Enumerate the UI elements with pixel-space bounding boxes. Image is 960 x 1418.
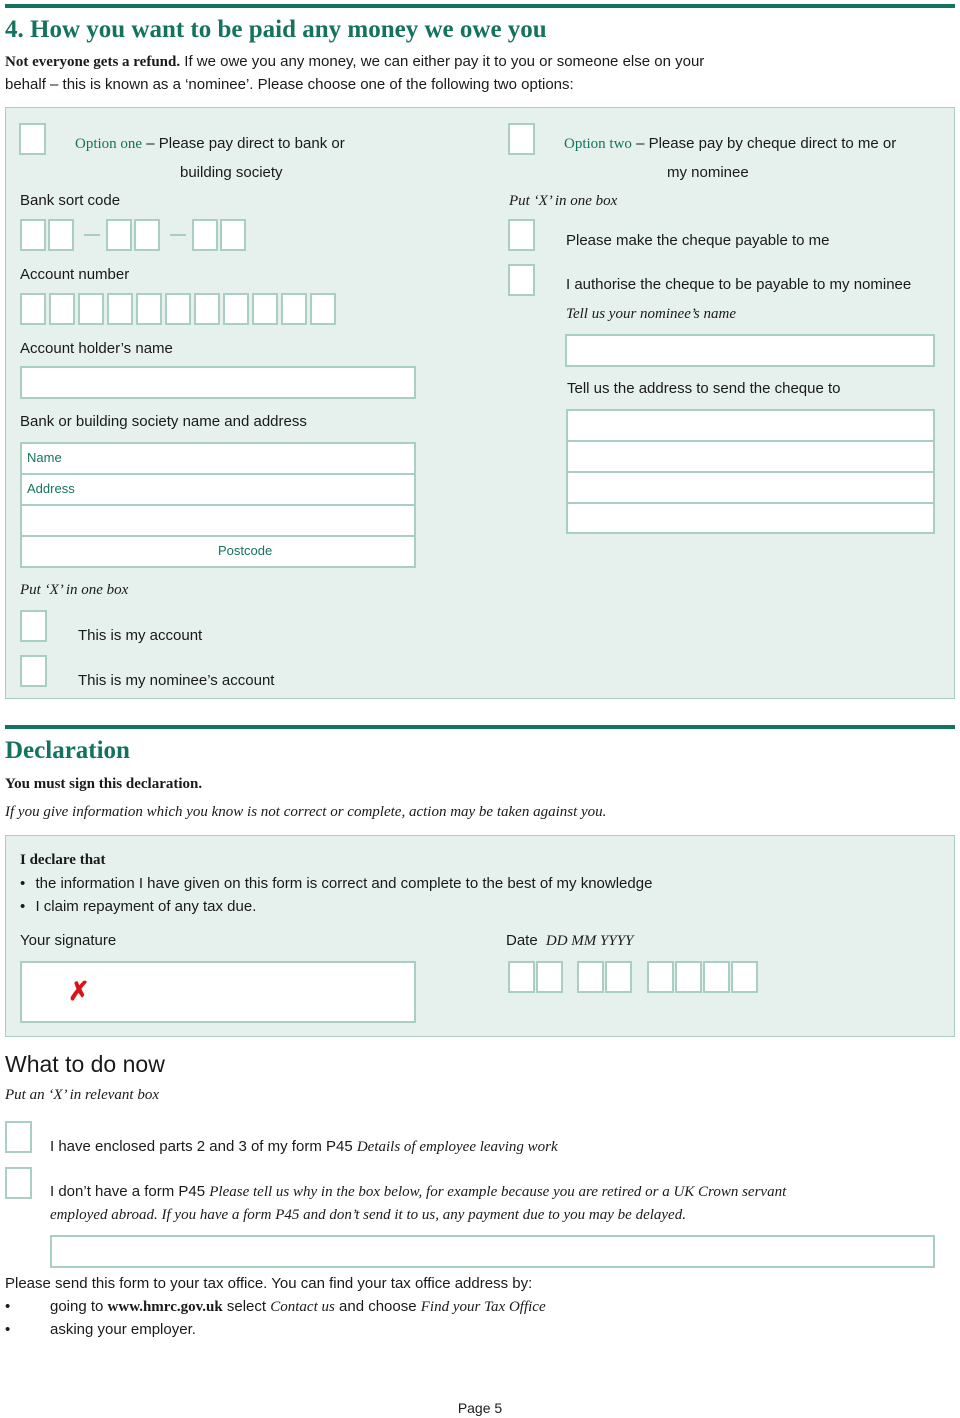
bank-name-address-label: Bank or building society name and address (20, 413, 307, 430)
date-year-digit[interactable] (647, 961, 674, 993)
sort-code-digit-1[interactable] (20, 219, 46, 251)
warning-text: If you give information which you know is not correct or complete, action may be taken against you. (5, 804, 607, 820)
hmrc-link[interactable]: www.hmrc.gov.uk (107, 1299, 223, 1315)
option-one-checkbox[interactable] (19, 123, 46, 155)
account-number-digit[interactable] (107, 293, 133, 325)
sort-code-digit-4[interactable] (134, 219, 160, 251)
signature-label: Your signature (20, 932, 117, 949)
declaration-bullet-2: • I claim repayment of any tax due. (20, 898, 257, 915)
sort-code-label: Bank sort code (20, 192, 121, 209)
bank-address-divider (22, 504, 414, 506)
declaration-bullet-1: • the information I have given on this form is correct and complete to the best of my knowledge (20, 875, 653, 892)
account-number-digit[interactable] (136, 293, 162, 325)
intro-text: Not everyone gets a refund. If we owe you any money, we can either pay it to you or someone else on your (5, 53, 705, 70)
date-day-digit[interactable] (508, 961, 535, 993)
my-account-label: This is my account (78, 627, 203, 644)
bank-address-field-label: Address (27, 481, 75, 496)
sort-code-dash (170, 234, 186, 236)
send-bullet-1: • (5, 1298, 11, 1315)
no-p45-label-line2: employed abroad. If you have a form P45 and don’t send it to us, any payment due to you may be delayed. (50, 1207, 686, 1223)
bank-address-divider (22, 535, 414, 537)
nominee-name-label: Tell us your nominee’s name (566, 306, 736, 322)
nominee-account-label: This is my nominee’s account (78, 672, 275, 689)
cheque-to-me-label: Please make the cheque payable to me (566, 232, 830, 249)
date-year-digit[interactable] (731, 961, 758, 993)
sort-code-dash (84, 234, 100, 236)
option-two-heading: Option two – Please pay by cheque direct to me or (564, 135, 897, 152)
option-one-heading: Option one – Please pay direct to bank or (75, 135, 345, 152)
sort-code-digit-2[interactable] (48, 219, 74, 251)
declaration-title: Declaration (5, 737, 130, 764)
date-year-digit[interactable] (703, 961, 730, 993)
what-to-do-title: What to do now (5, 1051, 165, 1077)
bank-postcode-field-label: Postcode (218, 543, 273, 558)
account-number-digit[interactable] (252, 293, 278, 325)
sort-code-digit-3[interactable] (106, 219, 132, 251)
date-day-digit[interactable] (536, 961, 563, 993)
signature-mark-icon: ✗ (68, 976, 90, 1006)
declare-that-text: I declare that (20, 852, 106, 868)
put-x-instruction: Put ‘X’ in one box (509, 193, 618, 209)
no-p45-reason-input[interactable] (50, 1235, 935, 1268)
cheque-address-divider (568, 502, 933, 504)
account-number-label: Account number (20, 266, 130, 283)
send-bullet-2-text: asking your employer. (50, 1321, 196, 1338)
account-number-digit[interactable] (78, 293, 104, 325)
cheque-address-label: Tell us the address to send the cheque to (567, 380, 841, 397)
option-one-heading-line2: building society (180, 164, 283, 181)
account-number-digit[interactable] (165, 293, 191, 325)
account-holder-label: Account holder’s name (20, 340, 173, 357)
put-x-relevant-instruction: Put an ‘X’ in relevant box (5, 1087, 159, 1103)
intro-text-line2: behalf – this is known as a ‘nominee’. Please choose one of the following two options: (5, 76, 574, 93)
must-sign-text: You must sign this declaration. (5, 776, 203, 792)
no-p45-checkbox[interactable] (5, 1167, 32, 1199)
nominee-name-input[interactable] (565, 334, 935, 367)
bank-address-divider (22, 473, 414, 475)
bank-name-field-label: Name (27, 450, 62, 465)
my-account-checkbox[interactable] (20, 610, 47, 642)
p45-enclosed-label: I have enclosed parts 2 and 3 of my form P45 Details of employee leaving work (50, 1138, 558, 1155)
section-title: 4. How you want to be paid any money we owe you (5, 16, 547, 43)
option-two-checkbox[interactable] (508, 123, 535, 155)
cheque-to-nominee-checkbox[interactable] (508, 264, 535, 296)
send-bullet-1-text: going to www.hmrc.gov.uk select Contact us and choose Find your Tax Office (50, 1298, 546, 1315)
p45-enclosed-checkbox[interactable] (5, 1121, 32, 1153)
cheque-address-divider (568, 471, 933, 473)
sort-code-digit-6[interactable] (220, 219, 246, 251)
account-holder-input[interactable] (20, 366, 416, 399)
date-month-digit[interactable] (577, 961, 604, 993)
sort-code-digit-5[interactable] (192, 219, 218, 251)
account-number-digit[interactable] (281, 293, 307, 325)
send-bullet-2: • (5, 1321, 11, 1338)
account-number-digit[interactable] (49, 293, 75, 325)
option-two-heading-line2: my nominee (667, 164, 749, 181)
account-number-digit[interactable] (194, 293, 220, 325)
declaration-rule (5, 725, 955, 729)
page-number: Page 5 (457, 1400, 503, 1416)
no-p45-label: I don’t have a form P45 Please tell us why in the box below, for example because you are retired or a UK Crown servant (50, 1183, 787, 1200)
date-year-digit[interactable] (675, 961, 702, 993)
account-number-digit[interactable] (20, 293, 46, 325)
put-x-instruction: Put ‘X’ in one box (20, 582, 129, 598)
nominee-account-checkbox[interactable] (20, 655, 47, 687)
cheque-to-nominee-label: I authorise the cheque to be payable to my nominee (566, 276, 912, 293)
account-number-digit[interactable] (310, 293, 336, 325)
section-rule-top (5, 4, 955, 8)
date-month-digit[interactable] (605, 961, 632, 993)
payment-options-panel (5, 107, 955, 699)
send-form-text: Please send this form to your tax office. You can find your tax office address by: (5, 1275, 533, 1292)
account-number-digit[interactable] (223, 293, 249, 325)
date-label: Date DD MM YYYY (506, 932, 634, 949)
cheque-to-me-checkbox[interactable] (508, 219, 535, 251)
cheque-address-divider (568, 440, 933, 442)
